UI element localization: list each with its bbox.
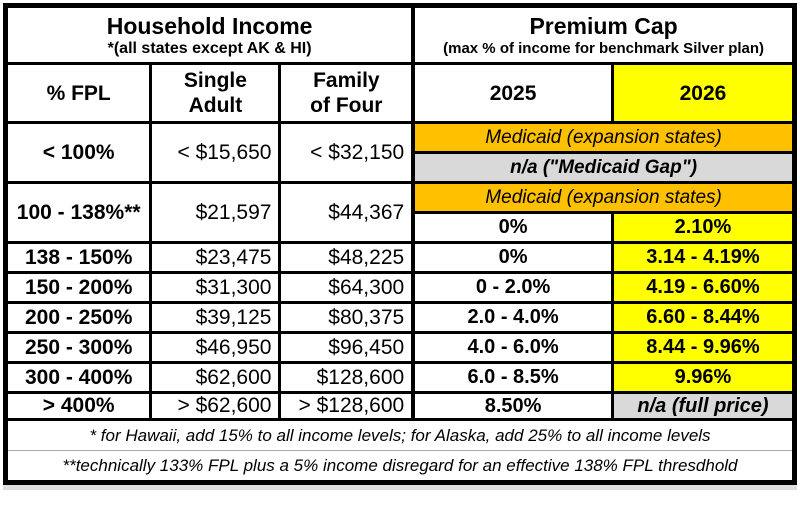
medicaid-gap-cell: n/a ("Medicaid Gap") bbox=[413, 153, 794, 183]
cap-2025-cell: 6.0 - 8.5% bbox=[413, 363, 612, 393]
table-row bbox=[6, 6, 795, 64]
medicaid-expansion-cell: Medicaid (expansion states) bbox=[413, 123, 794, 153]
col-header-single-line2: Adult bbox=[188, 94, 243, 117]
fpl-cell: 250 - 300% bbox=[6, 333, 151, 363]
col-header-single-line1: Single bbox=[183, 69, 247, 92]
col-header-family-line1: Family bbox=[313, 69, 380, 92]
table-row bbox=[6, 420, 795, 451]
income-single-cell: $62,600 bbox=[151, 363, 280, 393]
income-single-cell: < $15,650 bbox=[151, 123, 280, 183]
household-income-title: Household Income bbox=[106, 12, 313, 39]
table-row bbox=[6, 451, 795, 483]
cap-2026-cell: 8.44 - 9.96% bbox=[612, 333, 794, 363]
fpl-cell: 300 - 400% bbox=[6, 363, 151, 393]
fpl-cell: < 100% bbox=[6, 123, 151, 183]
income-single-cell: $46,950 bbox=[151, 333, 280, 363]
income-family-cell: < $32,150 bbox=[280, 123, 413, 183]
income-family-cell: $96,450 bbox=[280, 333, 413, 363]
cap-2026-cell: 2.10% bbox=[612, 213, 794, 243]
fpl-cell: 138 - 150% bbox=[6, 243, 151, 273]
fpl-cell: > 400% bbox=[6, 393, 151, 420]
cap-2026-cell: 9.96% bbox=[612, 363, 794, 393]
income-family-cell: $44,367 bbox=[280, 183, 413, 243]
income-single-cell: $39,125 bbox=[151, 303, 280, 333]
income-family-cell: $64,300 bbox=[280, 273, 413, 303]
income-family-cell: $128,600 bbox=[280, 363, 413, 393]
household-income-subtitle: *(all states except AK & HI) bbox=[107, 39, 312, 57]
income-family-cell: $80,375 bbox=[280, 303, 413, 333]
col-header-family-line2: of Four bbox=[310, 94, 383, 117]
col-header-fpl: % FPL bbox=[6, 64, 151, 123]
table-row bbox=[6, 393, 795, 420]
table-row bbox=[6, 273, 795, 303]
income-family-cell: $48,225 bbox=[280, 243, 413, 273]
cap-2025-cell: 8.50% bbox=[413, 393, 612, 420]
table-row bbox=[6, 333, 795, 363]
income-premium-cap-table bbox=[3, 3, 797, 485]
cap-2025-cell: 2.0 - 4.0% bbox=[413, 303, 612, 333]
table-row bbox=[6, 303, 795, 333]
cap-2026-na-cell: n/a (full price) bbox=[612, 393, 794, 420]
footnote-fpl-threshold: **technically 133% FPL plus a 5% income disregard for an effective 138% FPL thresdhold bbox=[6, 451, 795, 483]
cap-2026-cell: 4.19 - 6.60% bbox=[612, 273, 794, 303]
cap-2025-cell: 0% bbox=[413, 243, 612, 273]
col-header-2026: 2026 bbox=[612, 64, 794, 123]
col-header-family-of-four bbox=[280, 64, 413, 123]
fpl-cell: 200 - 250% bbox=[6, 303, 151, 333]
fpl-cell: 150 - 200% bbox=[6, 273, 151, 303]
table-row bbox=[6, 123, 795, 153]
fpl-cell: 100 - 138%** bbox=[6, 183, 151, 243]
col-header-single-adult bbox=[151, 64, 280, 123]
footnote-hawaii-alaska: * for Hawaii, add 15% to all income levels; for Alaska, add 25% to all income levels bbox=[6, 420, 795, 451]
premium-cap-header bbox=[413, 6, 794, 64]
table-row bbox=[6, 183, 795, 213]
table-row bbox=[6, 64, 795, 123]
bottom-edge-strip bbox=[3, 485, 797, 490]
cap-2025-cell: 4.0 - 6.0% bbox=[413, 333, 612, 363]
premium-cap-subtitle: (max % of income for benchmark Silver plan) bbox=[443, 39, 765, 57]
household-income-header bbox=[6, 6, 414, 64]
table-row bbox=[6, 243, 795, 273]
income-single-cell: $23,475 bbox=[151, 243, 280, 273]
cap-2025-cell: 0% bbox=[413, 213, 612, 243]
income-family-cell: > $128,600 bbox=[280, 393, 413, 420]
income-single-cell: $31,300 bbox=[151, 273, 280, 303]
income-single-cell: $21,597 bbox=[151, 183, 280, 243]
cap-2026-cell: 6.60 - 8.44% bbox=[612, 303, 794, 333]
table-row bbox=[6, 363, 795, 393]
medicaid-expansion-cell: Medicaid (expansion states) bbox=[413, 183, 794, 213]
income-single-cell: > $62,600 bbox=[151, 393, 280, 420]
cap-2025-cell: 0 - 2.0% bbox=[413, 273, 612, 303]
cap-2026-cell: 3.14 - 4.19% bbox=[612, 243, 794, 273]
col-header-2025: 2025 bbox=[413, 64, 612, 123]
premium-cap-title: Premium Cap bbox=[529, 12, 678, 39]
